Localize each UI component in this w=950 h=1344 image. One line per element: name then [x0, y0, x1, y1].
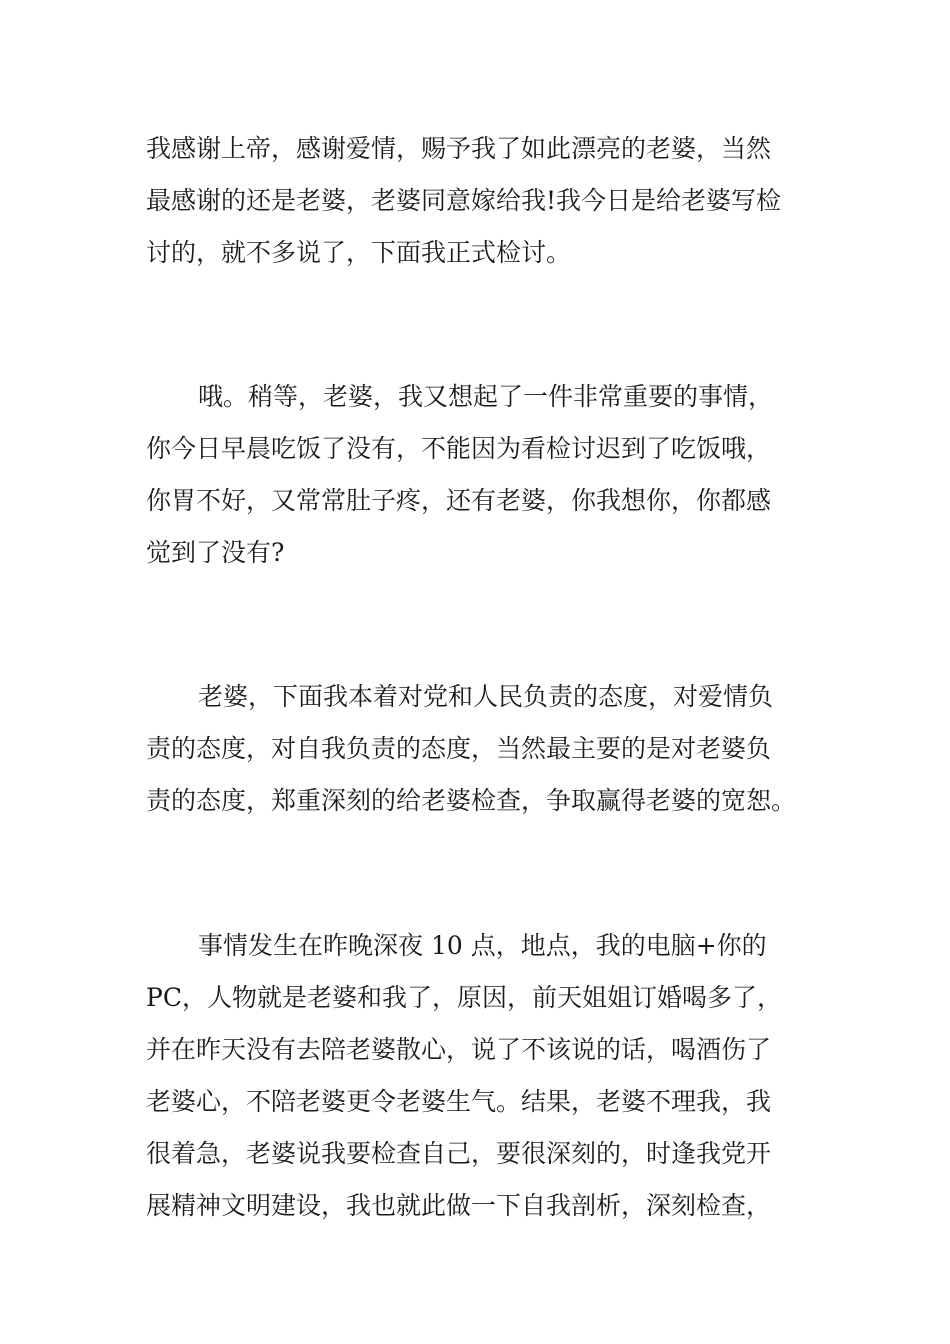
paragraph-line: 责的态度，对自我负责的态度，当然最主要的是对老婆负	[146, 734, 772, 763]
paragraph-line: 你胃不好，又常常肚子疼，还有老婆，你我想你，你都感	[146, 486, 772, 515]
paragraph-line: 觉到了没有?	[146, 538, 285, 567]
paragraph-3	[146, 671, 810, 827]
paragraph-line: 事情发生在昨晚深夜 10 点，地点，我的电脑+你的	[198, 931, 767, 960]
paragraph-line: 并在昨天没有去陪老婆散心，说了不该说的话，喝酒伤了	[146, 1035, 772, 1064]
paragraph-line: 责的态度，郑重深刻的给老婆检查，争取赢得老婆的宽恕。	[146, 786, 797, 815]
paragraph-line: 我感谢上帝，感谢爱情，赐予我了如此漂亮的老婆，当然	[146, 134, 772, 163]
paragraph-line: PC，人物就是老婆和我了，原因，前天姐姐订婚喝多了，	[146, 983, 782, 1012]
paragraph-line: 哦。稍等，老婆，我又想起了一件非常重要的事情，	[198, 382, 774, 411]
paragraph-line: 你今日早晨吃饭了没有，不能因为看检讨迟到了吃饭哦，	[146, 434, 772, 463]
paragraph-2	[146, 371, 810, 579]
paragraph-line: 最感谢的还是老婆，老婆同意嫁给我!我今日是给老婆写检	[146, 186, 782, 215]
paragraph-line: 讨的，就不多说了，下面我正式检讨。	[146, 238, 572, 267]
paragraph-line: 很着急，老婆说我要检查自己，要很深刻的，时逢我党开	[146, 1139, 772, 1168]
paragraph-line: 老婆，下面我本着对党和人民负责的态度，对爱情负	[198, 682, 774, 711]
paragraph-1	[146, 123, 810, 279]
paragraph-4	[146, 920, 810, 1232]
paragraph-line: 展精神文明建设，我也就此做一下自我剖析，深刻检查，	[146, 1191, 772, 1220]
paragraph-line: 老婆心，不陪老婆更令老婆生气。结果，老婆不理我，我	[146, 1087, 772, 1116]
